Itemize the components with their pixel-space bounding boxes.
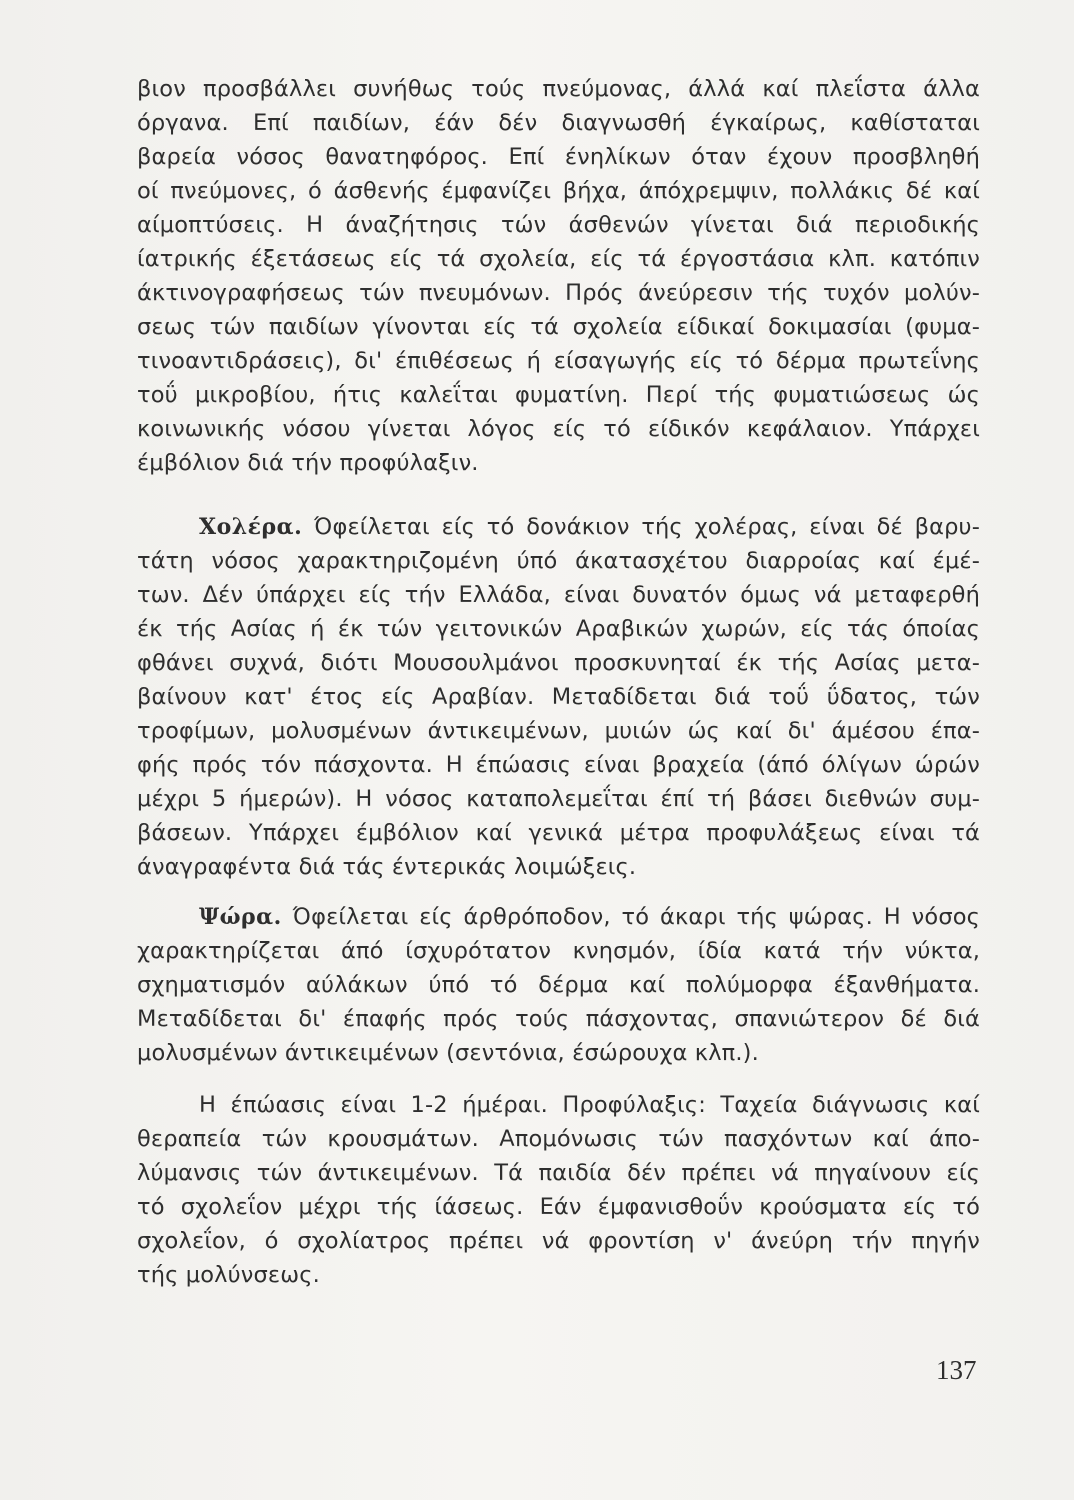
text-line: φθάνει συχνά, διότι Μουσουλμάνοι προσκυνηταί έκ τής Ασίας μετα- bbox=[137, 650, 980, 676]
text-line: θεραπεία τών κρουσμάτων. Απομόνωσις τών πασχόντων καί άπο- bbox=[137, 1126, 980, 1152]
text-line: έκ τής Ασίας ή έκ τών γειτονικών Αραβικών χωρών, είς τάς όποίας bbox=[137, 616, 980, 642]
text-line: μολυσμένων άντικειμένων (σεντόνια, έσώρουχα κλπ.). bbox=[137, 1040, 759, 1066]
text-line: τής μολύνσεως. bbox=[137, 1262, 320, 1288]
text-line: σεως τών παιδίων γίνονται είς τά σχολεία είδικαί δοκιμασίαι (φυμα- bbox=[137, 314, 980, 340]
section-heading-cholera: Χολέρα. bbox=[199, 514, 303, 540]
text-line: τροφίμων, μολυσμένων άντικειμένων, μυιών ώς καί δι' άμέσου έπα- bbox=[137, 718, 980, 744]
page-number: 137 bbox=[936, 1355, 977, 1385]
text-line-rest: Όφείλεται είς τό δονάκιον τής χολέρας, είναι δέ βαρυ- bbox=[302, 514, 980, 540]
text-line: αίμοπτύσεις. Η άναζήτησις τών άσθενών γίνεται διά περιοδικής bbox=[137, 212, 980, 238]
text-line: τό σχολεΐον μέχρι τής ίάσεως. Εάν έμφανισθοΰν κρούσματα είς τό bbox=[137, 1194, 980, 1220]
text-line: βαρεία νόσος θανατηφόρος. Επί ένηλίκων όταν έχουν προσβληθή bbox=[137, 144, 980, 170]
text-line: σχολεΐον, ό σχολίατρος πρέπει νά φροντίση ν' άνεύρη τήν πηγήν bbox=[137, 1228, 980, 1254]
text-line: σχηματισμόν αύλάκων ύπό τό δέρμα καί πολύμορφα έξανθήματα. bbox=[137, 972, 980, 998]
text-line: όργανα. Επί παιδίων, έάν δέν διαγνωσθή έγκαίρως, καθίσταται bbox=[137, 110, 980, 136]
text-line bbox=[199, 902, 980, 932]
text-line: οί πνεύμονες, ό άσθενής έμφανίζει βήχα, άπόχρεμψιν, πολλάκις δέ καί bbox=[137, 178, 980, 204]
text-line: Η έπώασις είναι 1-2 ήμέραι. Προφύλαξις: Ταχεία διάγνωσις καί bbox=[199, 1092, 980, 1118]
text-line: βαίνουν κατ' έτος είς Αραβίαν. Μεταδίδεται διά τοΰ ΰδατος, τών bbox=[137, 684, 980, 710]
text-line: κοινωνικής νόσου γίνεται λόγος είς τό είδικόν κεφάλαιον. Υπάρχει bbox=[137, 416, 980, 442]
text-line: άναγραφέντα διά τάς έντερικάς λοιμώξεις. bbox=[137, 854, 637, 880]
text-line: τοΰ μικροβίου, ήτις καλεΐται φυματίνη. Περί τής φυματιώσεως ώς bbox=[137, 382, 980, 408]
text-line: τινοαντιδράσεις), δι' έπιθέσεως ή είσαγωγής είς τό δέρμα πρωτεΐνης bbox=[137, 348, 980, 374]
text-line: Μεταδίδεται δι' έπαφής πρός τούς πάσχοντας, σπανιώτερον δέ διά bbox=[137, 1006, 980, 1032]
text-line: λύμανσις τών άντικειμένων. Τά παιδία δέν πρέπει νά πηγαίνουν είς bbox=[137, 1160, 980, 1186]
text-line bbox=[199, 512, 980, 542]
text-line: ίατρικής έξετάσεως είς τά σχολεία, είς τά έργοστάσια κλπ. κατόπιν bbox=[137, 246, 980, 272]
text-line: άκτινογραφήσεως τών πνευμόνων. Πρός άνεύρεσιν τής τυχόν μολύν- bbox=[137, 280, 980, 306]
text-line: βάσεων. Υπάρχει έμβόλιον καί γενικά μέτρα προφυλάξεως είναι τά bbox=[137, 820, 980, 846]
text-line: χαρακτηρίζεται άπό ίσχυρότατον κνησμόν, ίδία κατά τήν νύκτα, bbox=[137, 938, 980, 964]
text-line: τάτη νόσος χαρακτηριζομένη ύπό άκατασχέτου διαρροίας καί έμέ- bbox=[137, 548, 980, 574]
text-line: των. Δέν ύπάρχει είς τήν Ελλάδα, είναι δυνατόν όμως νά μεταφερθή bbox=[137, 582, 980, 608]
text-line: μέχρι 5 ήμερών). Η νόσος καταπολεμεΐται έπί τή βάσει διεθνών συμ- bbox=[137, 786, 980, 812]
text-line: φής πρός τόν πάσχοντα. Η έπώασις είναι βραχεία (άπό όλίγων ώρών bbox=[137, 752, 980, 778]
text-line: έμβόλιον διά τήν προφύλαξιν. bbox=[137, 450, 479, 476]
section-heading-scabies: Ψώρα. bbox=[199, 904, 282, 930]
text-line: βιον προσβάλλει συνήθως τούς πνεύμονας, άλλά καί πλεΐστα άλλα bbox=[137, 76, 980, 102]
text-line-rest: Όφείλεται είς άρθρόποδον, τό άκαρι τής ψώρας. Η νόσος bbox=[281, 904, 980, 930]
